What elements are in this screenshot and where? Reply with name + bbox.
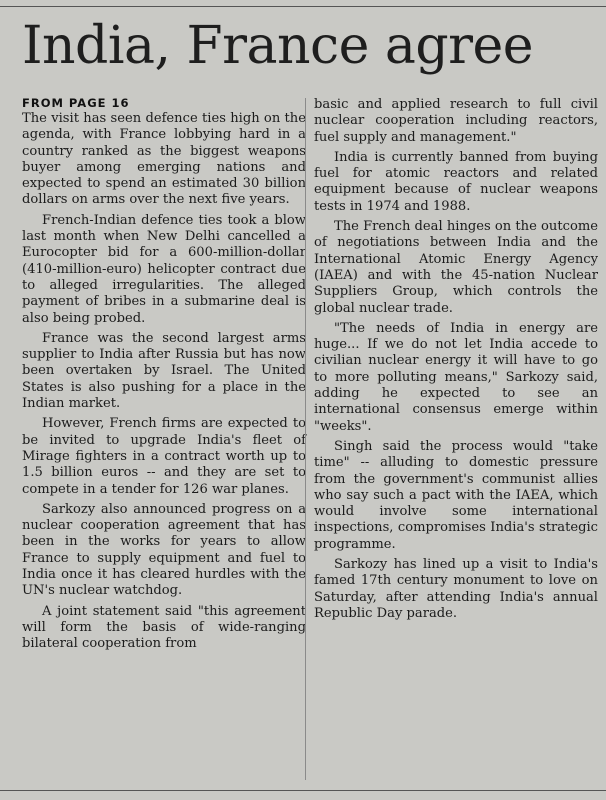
paragraph: Sarkozy also announced progress on a nuclear cooperation agreement that has been in the works for years to allow France to supply equipment and fuel to India once it has cleared hurdles with the UN's nuclear watchdog.: [22, 501, 306, 599]
paragraph: The visit has seen defence ties high on the agenda, with France lobbying hard in a country ranked as the biggest weapons buyer among emerging nations and expected to spend an estimated 30 billion dollars on arms over the next five years.: [22, 111, 306, 208]
paragraph: "The needs of India in energy are huge... If we do not let India accede to civilian nuclear energy it will have to go to more polluting means," Sarkozy said, adding he expected to see an international consensus emerge within "weeks".: [314, 320, 598, 434]
paragraph: Sarkozy has lined up a visit to India's famed 17th century monument to love on Saturday, after attending India's annual Republic Day parade.: [314, 557, 598, 621]
paragraph: However, French firms are expected to be invited to upgrade India's fleet of Mirage fighters in a contract worth up to 1.5 billion euros -- and they are set to compete in a tender for 126 war planes.: [22, 416, 306, 497]
left-column: [22, 96, 306, 657]
paragraph: The French deal hinges on the outcome of negotiations between India and the International Atomic Energy Agency (IAEA) and with the 45-nation Nuclear Suppliers Group, which controls the global nuclear trade.: [314, 219, 598, 316]
bottom-rule: [0, 790, 606, 791]
paragraph: Singh said the process would "take time" -- alluding to domestic pressure from the government's communist allies who say such a pact with the IAEA, which would involve some international inspections, compromises India's strategic programme.: [314, 438, 598, 552]
right-column: [314, 97, 598, 626]
paragraph-continuation: basic and applied research to full civil nuclear cooperation including reactors, fuel supply and management.": [314, 97, 598, 145]
kicker: FROM PAGE 16: [22, 96, 130, 110]
headline: India, France agree: [22, 16, 534, 76]
column-divider: [305, 98, 306, 780]
top-rule: [0, 6, 606, 7]
paragraph: France was the second largest arms supplier to India after Russia but has now been overtaken by Israel. The United States is also pushing for a place in the Indian market.: [22, 330, 306, 412]
paragraph: India is currently banned from buying fuel for atomic reactors and related equipment because of nuclear weapons tests in 1974 and 1988.: [314, 149, 598, 214]
paragraph: A joint statement said "this agreement will form the basis of wide-ranging bilateral cooperation from: [22, 603, 306, 652]
paragraph: French-Indian defence ties took a blow last month when New Delhi cancelled a Eurocopter bid for a 600-million-dollar (410-million-euro) helicopter contract due to alleged irregularities. The alleged payment of bribes in a submarine deal is also being probed.: [22, 212, 306, 326]
